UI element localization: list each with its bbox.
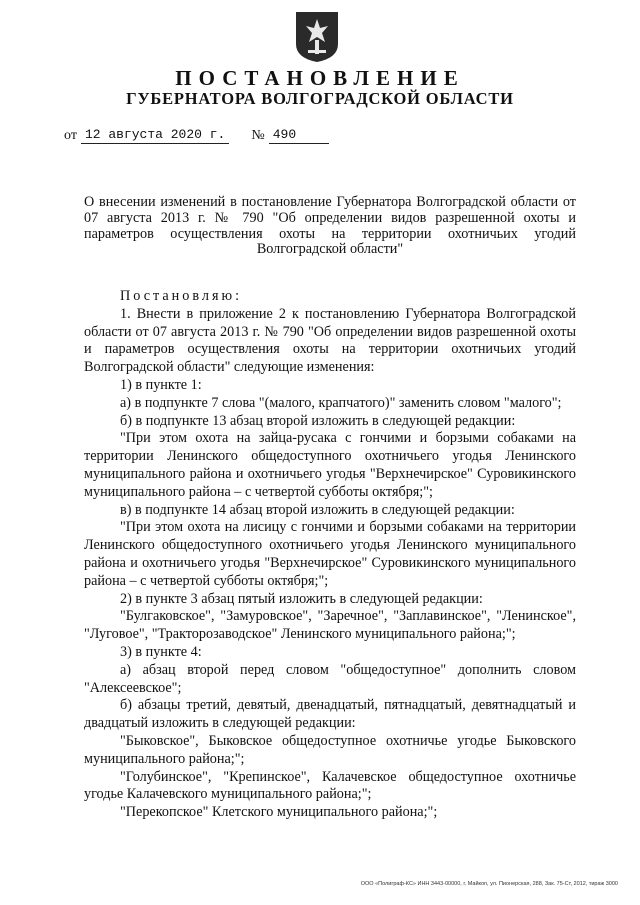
number-value: 490: [269, 127, 329, 144]
number-prefix: №: [251, 128, 265, 143]
body-paragraph: 1. Внести в приложение 2 к постановлению Губернатора Волгоградской области от 07 августа 2013 г. № 790 "Об определении видов разрешенной охоты и параметров осуществления охоты на территории охотничьих угодий Волгоградской области" следующие изменения:: [84, 305, 576, 376]
coat-of-arms-emblem: [294, 10, 340, 64]
document-title: ПОСТАНОВЛЕНИЕ: [175, 66, 465, 90]
document-body: [84, 288, 576, 822]
date-prefix: от: [64, 128, 77, 143]
body-paragraph: а) в подпункте 7 слова "(малого, крапчатого)" заменить словом "малого";: [120, 394, 562, 411]
body-paragraph: "Перекопское" Клетского муниципального района;";: [120, 804, 438, 821]
body-paragraph: 2) в пункте 3 абзац пятый изложить в следующей редакции:: [120, 590, 483, 607]
postanovlyayu-label: Постановляю:: [120, 288, 243, 304]
body-paragraph: б) абзацы третий, девятый, двенадцатый, пятнадцатый, девятнадцатый и двадцатый изложить в следующей редакции:: [84, 697, 576, 732]
body-paragraph: 3) в пункте 4:: [120, 643, 202, 660]
body-paragraph: "При этом охота на зайца-русака с гончими и борзыми собаками на территории Ленинского общедоступного охотничьего угодья Ленинского муниципального района и охотничьего угодья "Верхнечирское" Суровикинского муниципального района – с четвертой субботы октября;";: [84, 430, 576, 500]
body-paragraph: "Быковское", Быковское общедоступное охотничье угодье Быковского муниципального района;";: [84, 732, 576, 767]
body-paragraph: 1) в пункте 1:: [120, 376, 202, 393]
printer-imprint: ООО «Полиграф-КС» ИНН 3443-00000, г. Майкоп, ул. Пионерская, 288, Зак. 75-Ст, 2012, тираж 3000: [360, 881, 618, 887]
body-paragraph: "Голубинское", "Крепинское", Калачевское общедоступное охотничье угодье Калачевского муниципального района;";: [84, 768, 576, 803]
document-issuer: ГУБЕРНАТОРА ВОЛГОГРАДСКОЙ ОБЛАСТИ: [126, 89, 514, 108]
body-paragraph: "При этом охота на лисицу с гончими и борзыми собаками на территории Ленинского общедоступного охотничьего угодья Ленинского муниципального района и охотничьего угодья "Верхнечирское" Суровикинского муниципального района – с четвертой субботы октября;";: [84, 519, 576, 589]
date-number-line: [64, 127, 329, 144]
body-paragraph: "Булгаковское", "Замуровское", "Заречное", "Заплавинское", "Ленинское", "Луговое", "Тракторозаводское" Ленинского муниципального района;";: [84, 608, 576, 643]
body-paragraph: б) в подпункте 13 абзац второй изложить в следующей редакции:: [120, 412, 516, 429]
body-paragraph: в) в подпункте 14 абзац второй изложить в следующей редакции:: [120, 501, 515, 518]
document-subject: О внесении изменений в постановление Губернатора Волгоградской области от 07 августа 2013 г. № 790 "Об определении видов разрешенной охоты и параметров осуществления охоты на территории охотничьих угодий Волгоградской области": [84, 194, 576, 258]
date-value: 12 августа 2020 г.: [81, 127, 229, 144]
body-paragraph: а) абзац второй перед словом "общедоступное" дополнить словом "Алексеевское";: [84, 661, 576, 696]
